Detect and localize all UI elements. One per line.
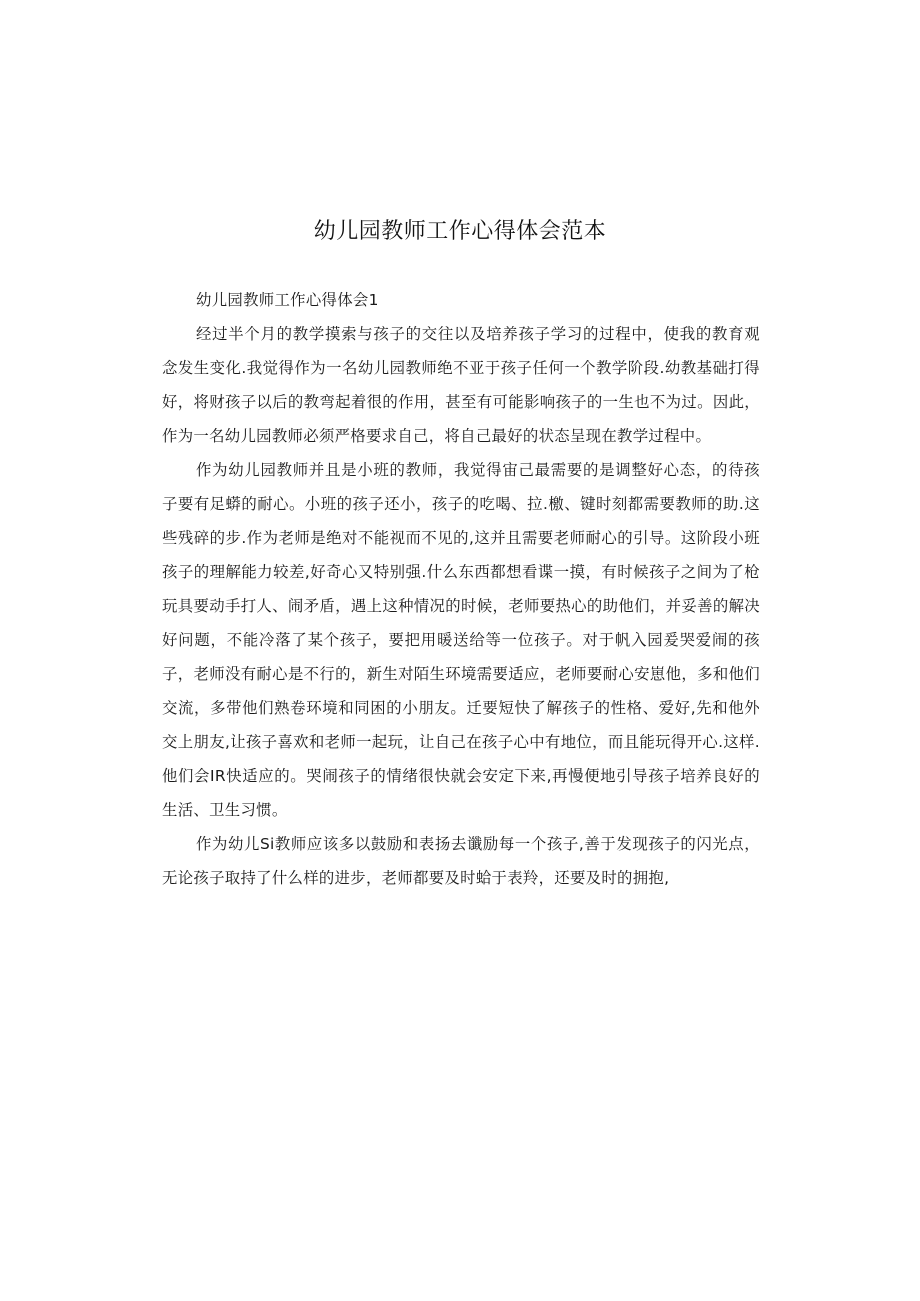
document-body xyxy=(162,283,760,895)
document-title: 幼儿园教师工作心得体会范本 xyxy=(313,219,607,244)
paragraph: 作为幼儿园教师并且是小班的教师，我觉得宙己最需要的是调整好心态，的待孩子要有足蟒的耐心。小班的孩子还小，孩子的吃喝、拉.檄、键时刻都需要教师的助.这些残碎的步.作为老师是绝对不能视而不见的,这并且需要老师耐心的引导。这阶段小班孩子的理解能力较差,好奇心又特别强.什么东西都想看谍一摸，有时候孩子之间为了枪玩具要动手打人、闹矛盾，遇上这种情况的时候，老师要热心的助他们，并妥善的解决好问题，不能冷落了某个孩子，要把用暖送给等一位孩子。对于帆入园爰哭爱闹的孩子，老师没有耐心是不行的，新生对陌生环境需要适应，老师要耐心安崽他，多和他们交流，多带他们熟卷环境和同困的小朋友。迁要短快了解孩子的性格、爱好,先和他外交上朋友,让孩子喜欢和老师一起玩，让自己在孩子心中有地位，而且能玩得开心.这样.他们会IR快适应的。哭闹孩子的情绪很快就会安定下来,再慢便地引导孩子培养良好的生活、卫生习惯。 xyxy=(162,461,760,819)
paragraph: 作为幼儿Si教师应该多以鼓励和表扬去谶励每一个孩子,善于发现孩子的闪光点，无论孩子取持了什么样的进步，老师都要及时蛤于表羚，还要及时的拥抱, xyxy=(162,835,760,887)
paragraph: 经过半个月的教学摸索与孩子的交往以及培养孩子学习的过程中，使我的教育观念发生变化.我觉得作为一名幼儿园教师绝不亚于孩子任何一个教学阶段.幼教基础打得好，将财孩子以后的教弯起着很的作用，甚至有可能影响孩子的一生也不为过。因此，作为一名幼儿园教师必须严格要求自己，将自己最好的状态呈现在教学过程中。 xyxy=(162,325,760,445)
section-heading: 幼儿园教师工作心得体会1 xyxy=(196,291,379,309)
